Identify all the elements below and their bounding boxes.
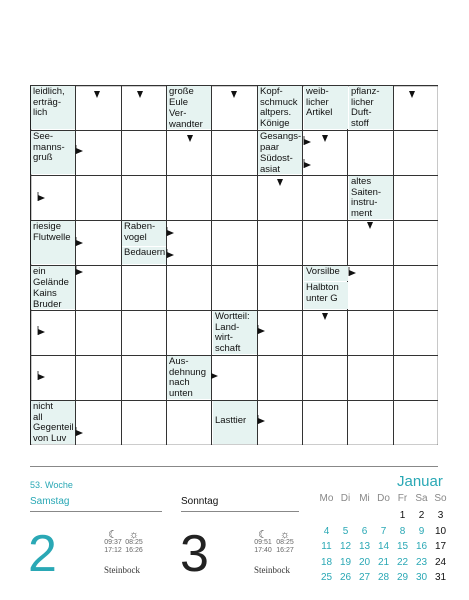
day1-underline — [30, 511, 162, 512]
day1-sun — [125, 531, 143, 555]
clue-riesige-flutwelle: riesige Flutwelle — [31, 221, 75, 264]
clue-ausdehnung-nach-unten: Aus- dehnung nach unten — [167, 356, 211, 399]
divider-line — [30, 466, 438, 467]
calendar-weekday-header: Fr — [397, 493, 408, 504]
grid-lines — [30, 85, 438, 445]
calendar-day: 14 — [377, 541, 390, 552]
moon-icon: ☾ — [258, 529, 268, 541]
crossword-grid — [30, 85, 438, 445]
calendar-day: 24 — [434, 556, 447, 568]
calendar-day: 20 — [358, 556, 371, 568]
calendar-day: 23 — [415, 556, 428, 568]
calendar-day: 19 — [339, 556, 352, 568]
day2-sun — [276, 531, 294, 555]
calendar-day: 13 — [358, 541, 371, 552]
calendar-day: 29 — [396, 572, 409, 583]
clue-arrow-icon — [349, 270, 356, 276]
clue-kains-bruder: Kains Bruder — [31, 288, 75, 309]
calendar-weekday-header: Do — [377, 493, 390, 504]
calendar-weekday-header: Mo — [319, 493, 334, 504]
calendar-day: 9 — [418, 525, 425, 537]
calendar-day: 7 — [380, 525, 387, 537]
clue-arrow-icon — [167, 230, 174, 236]
clue-arrow-icon — [76, 269, 83, 275]
clue-pflanzlicher-duftstoff: pflanz- licher Duft- stoff — [349, 86, 393, 129]
clue-kopfschmuck: Kopf- schmuck altpers. Könige — [258, 86, 302, 129]
clue-arrow-icon — [211, 373, 218, 379]
clue-wortteil-landwirtschaft: Wortteil: Land- wirt- schaft — [213, 311, 257, 354]
clue-arrow-icon — [38, 195, 45, 201]
clue-arrow-icon — [304, 139, 311, 145]
calendar-day: 11 — [321, 541, 332, 552]
clue-rabenvogel: Raben- vogel — [122, 221, 166, 246]
calendar-day: 16 — [415, 541, 428, 552]
clue-seemannsgruss: See- manns- gruß — [31, 131, 75, 174]
calendar-weekday-header: Sa — [415, 493, 428, 504]
clue-suedostasiat: Südost- asiat — [258, 153, 302, 174]
clue-arrow-icon — [76, 240, 83, 246]
clue-gesangspaar: Gesangs- paar — [260, 131, 302, 153]
day1-number: 2 — [28, 525, 57, 583]
clue-halbton-unter-g: Halbton unter G — [304, 282, 348, 309]
calendar-day: 5 — [342, 525, 349, 537]
calendar-day: 21 — [377, 556, 390, 568]
calendar-day: 6 — [361, 525, 368, 537]
calendar-day: 22 — [396, 556, 409, 568]
clue-arrow-icon — [76, 430, 83, 436]
day1-moon — [104, 531, 122, 555]
week-label: 53. Woche — [30, 480, 73, 490]
calendar-day: 27 — [358, 572, 371, 583]
calendar-day: 8 — [399, 525, 406, 537]
clue-grosse-eule: große Eule — [167, 86, 211, 108]
day2-number: 3 — [180, 525, 209, 583]
calendar-day: 17 — [434, 541, 447, 552]
calendar-day: 10 — [434, 525, 447, 537]
calendar-day: 25 — [320, 572, 333, 583]
clue-verwandter: Ver- wandter — [167, 108, 211, 129]
clue-arrow-icon — [322, 135, 328, 142]
clue-arrow-icon — [409, 91, 415, 98]
sun-icon: ☼ — [279, 529, 291, 541]
day2-sun-times: 08:25 16:27 — [276, 539, 294, 554]
calendar-month: Januar — [397, 473, 443, 490]
calendar-day: 31 — [434, 572, 447, 583]
calendar-day: 2 — [418, 510, 425, 521]
clue-ein-gelaende: ein Gelände — [31, 266, 75, 288]
calendar-weekday-header: Mi — [359, 493, 370, 504]
calendar-day: 15 — [396, 541, 409, 552]
calendar-weekday-header: Di — [340, 493, 351, 504]
day1-zodiac: Steinbock — [104, 565, 140, 575]
calendar-day: 26 — [339, 572, 352, 583]
clue-arrow-icon — [258, 418, 265, 424]
clue-lasttier: Lasttier — [213, 401, 257, 444]
clue-arrow-icon — [367, 222, 373, 229]
day2-moon-times: 09:51 17:40 — [254, 539, 272, 554]
calendar-weekday-header: So — [434, 493, 447, 504]
clue-arrow-icon — [38, 374, 45, 380]
clue-arrow-icon — [137, 91, 143, 98]
clue-arrow-icon — [76, 148, 83, 154]
calendar-day: 18 — [320, 556, 333, 568]
calendar-day: 12 — [339, 541, 352, 552]
clue-arrow-icon — [94, 91, 100, 98]
clue-arrow-icon — [304, 162, 311, 168]
clue-leidlich: leidlich, erträg- lich — [31, 86, 75, 129]
moon-icon: ☾ — [108, 529, 118, 541]
clue-bedauern: Bedauern — [122, 247, 166, 264]
clue-gegenteil-von-luv: nicht all Gegenteil von Luv — [33, 401, 74, 444]
calendar-day: 4 — [323, 525, 330, 537]
calendar-day: 28 — [377, 572, 390, 583]
clue-vorsilbe: Vorsilbe — [304, 266, 348, 281]
clue-arrow-icon — [231, 91, 237, 98]
calendar-day: 1 — [399, 510, 406, 521]
day1-moon-times: 09:37 17:12 — [104, 539, 122, 554]
clue-arrow-icon — [322, 313, 328, 320]
sun-icon: ☼ — [128, 529, 140, 541]
day2-zodiac: Steinbock — [254, 565, 290, 575]
day1-name: Samstag — [30, 496, 70, 507]
clue-weiblicher-artikel: weib- licher Artikel — [304, 86, 348, 129]
day2-name: Sonntag — [181, 496, 219, 507]
calendar-day: 3 — [437, 510, 444, 521]
clue-altes-saiteninstrument: altes Saiten- instru- ment — [349, 176, 393, 219]
clue-arrow-icon — [38, 329, 45, 335]
day2-moon — [254, 531, 272, 555]
day1-sun-times: 08:25 16:26 — [125, 539, 143, 554]
calendar-day: 30 — [415, 572, 428, 583]
clue-arrow-icon — [187, 135, 193, 142]
clue-arrow-icon — [167, 252, 174, 258]
clue-arrow-icon — [258, 328, 265, 334]
clue-arrow-icon — [277, 179, 283, 186]
day2-underline — [181, 511, 299, 512]
